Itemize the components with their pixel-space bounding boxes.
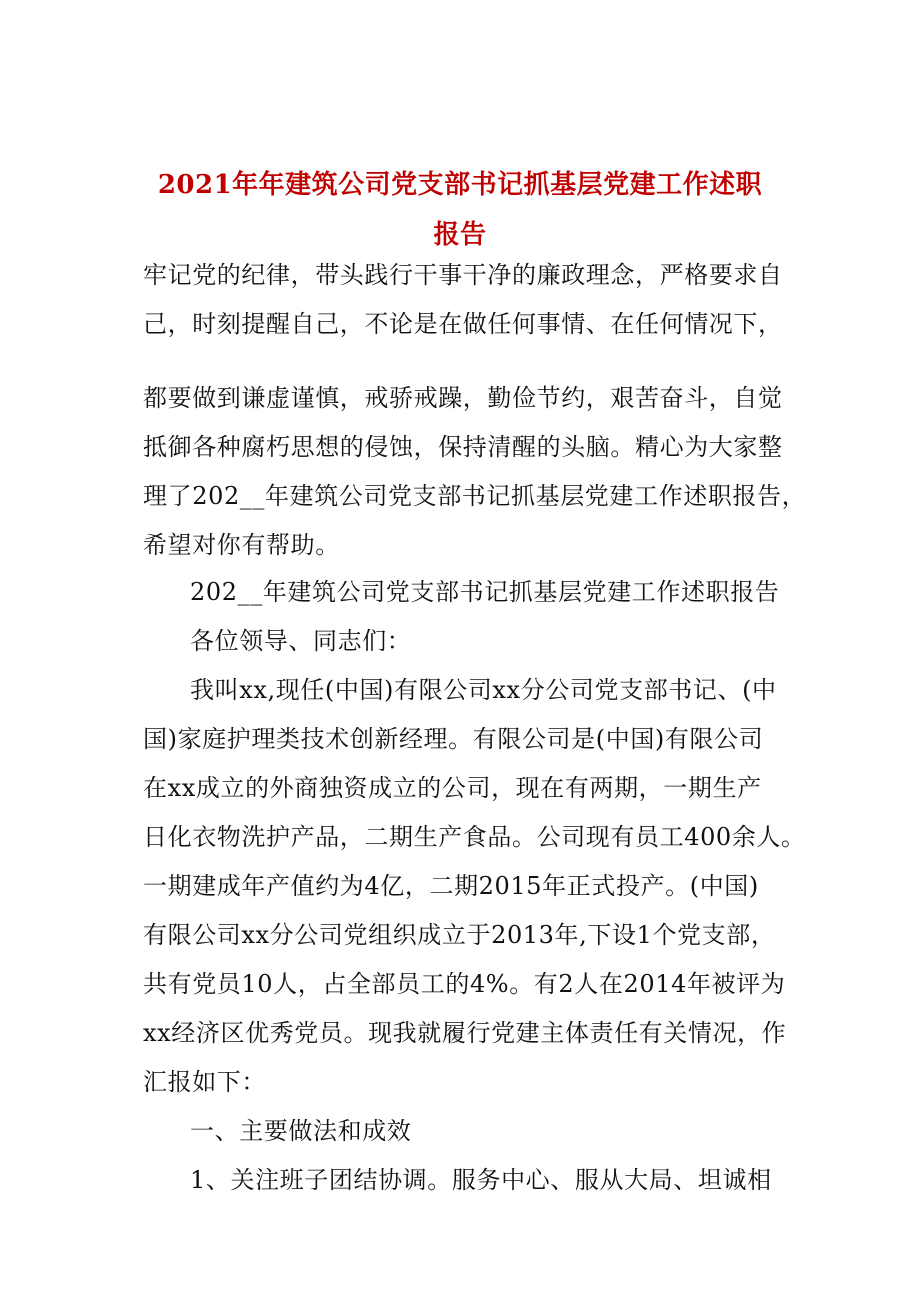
- body-line: 国)家庭护理类技术创新经理。有限公司是(中国)有限公司: [143, 725, 764, 753]
- body-line: 都要做到谦虚谨慎，戒骄戒躁，勤俭节约，艰苦奋斗，自觉: [143, 384, 783, 412]
- body-line: 一期建成年产值约为4亿，二期2015年正式投产。(中国): [143, 872, 759, 900]
- body-line: 希望对你有帮助。: [143, 531, 340, 559]
- body-line: 抵御各种腐朽思想的侵蚀，保持清醒的头脑。精心为大家整: [143, 433, 783, 461]
- document-title-line-1: 2021年年建筑公司党支部书记抓基层党建工作述职: [157, 170, 763, 200]
- body-line: 牢记党的纪律，带头践行干事干净的廉政理念，严格要求自: [143, 261, 783, 289]
- body-line: 我叫xx,现任(中国)有限公司xx分公司党支部书记、(中: [190, 676, 777, 704]
- body-line: xx经济区优秀党员。现我就履行党建主体责任有关情况，作: [143, 1019, 787, 1047]
- section-heading: 一、主要做法和成效: [190, 1117, 412, 1145]
- body-line: 1、关注班子团结协调。服务中心、服从大局、坦诚相: [190, 1166, 772, 1194]
- body-line: 己，时刻提醒自己，不论是在做任何事情、在任何情况下，: [143, 310, 783, 338]
- document-heading-repeat: 202__年建筑公司党支部书记抓基层党建工作述职报告: [190, 578, 780, 606]
- body-line: 在xx成立的外商独资成立的公司，现在有两期，一期生产: [143, 774, 762, 802]
- salutation: 各位领导、同志们：: [190, 627, 412, 655]
- body-line: 日化衣物洗护产品，二期生产食品。公司现有员工400余人。: [143, 823, 806, 851]
- body-line: 理了202__年建筑公司党支部书记抓基层党建工作述职报告，: [143, 482, 807, 510]
- body-line: 汇报如下：: [143, 1068, 266, 1096]
- body-line: 共有党员10人，占全部员工的4%。有2人在2014年被评为: [143, 970, 786, 998]
- document-title-line-2: 报告: [433, 220, 487, 250]
- body-line: 有限公司xx分公司党组织成立于2013年,下设1个党支部，: [143, 921, 776, 949]
